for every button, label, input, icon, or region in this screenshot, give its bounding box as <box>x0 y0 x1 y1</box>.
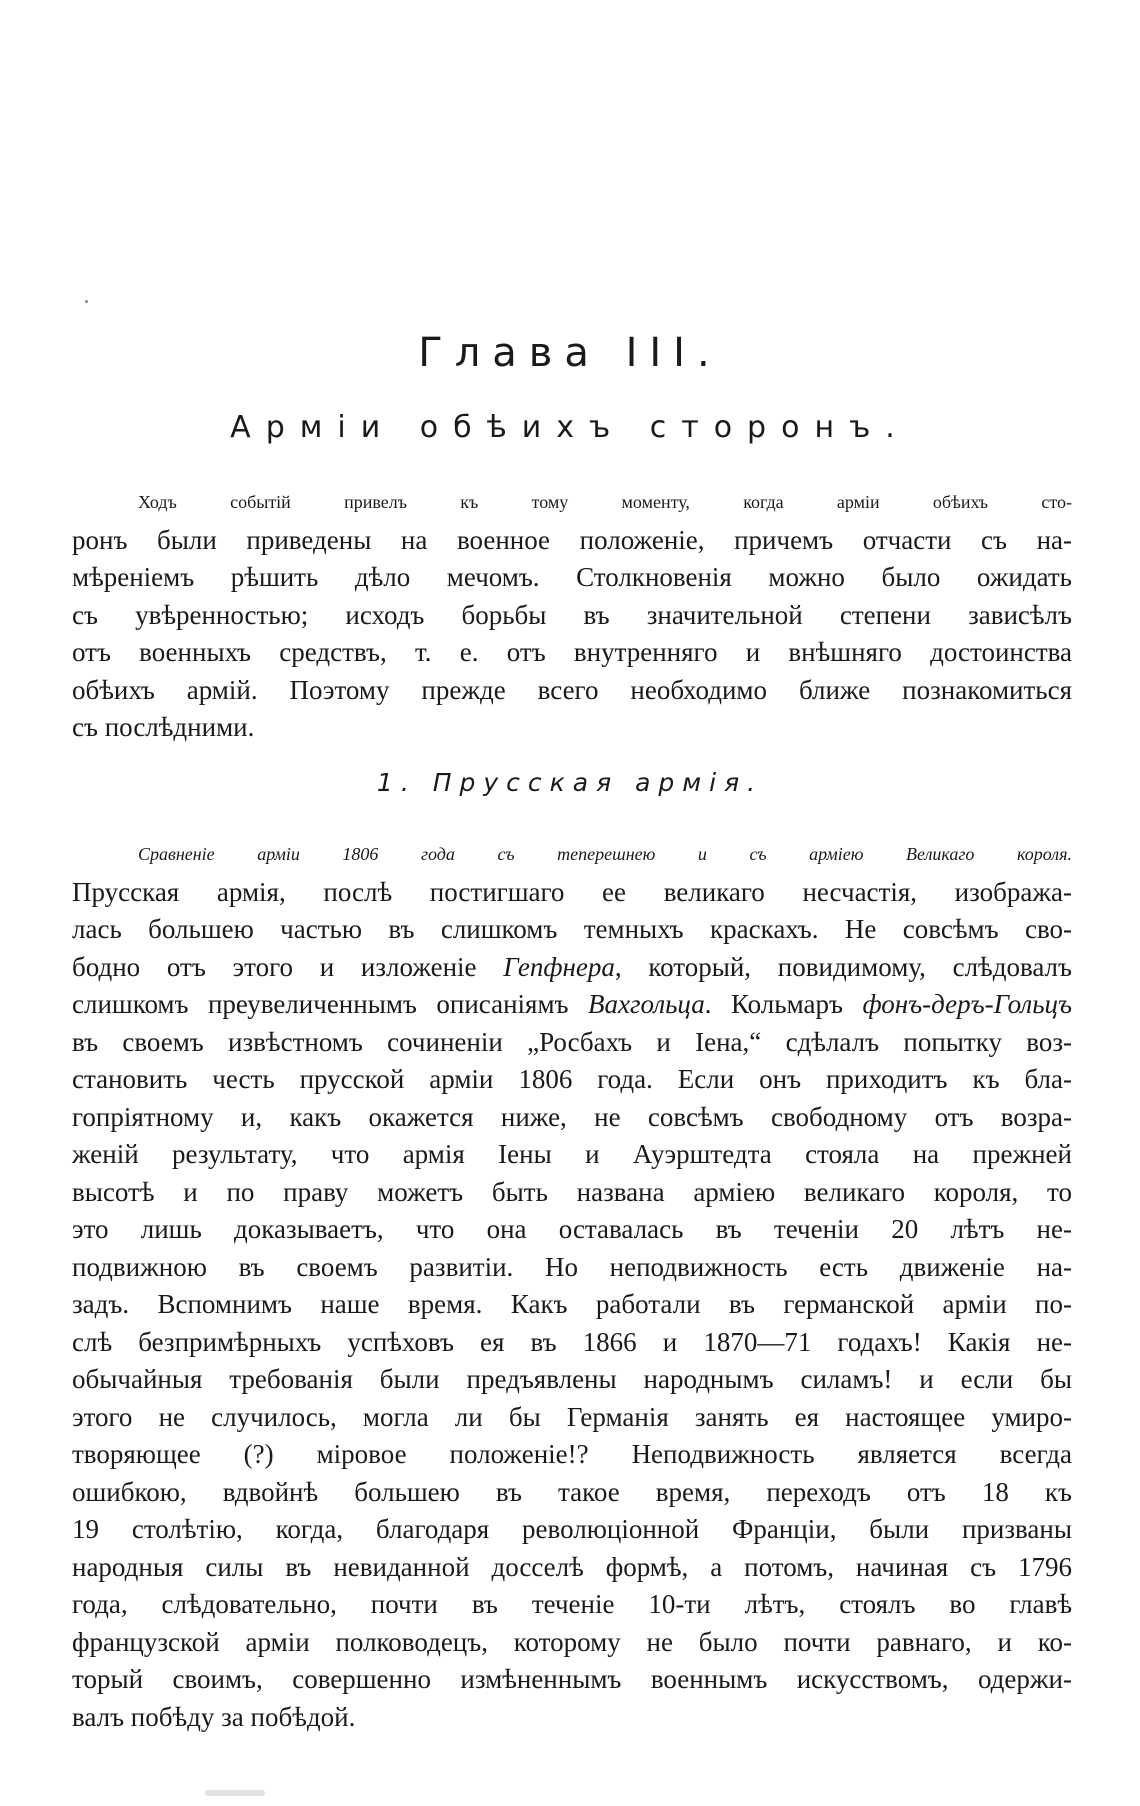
text-line: отъ военныхъ средствъ, т. е. отъ внутренняго и внѣшняго достоинства <box>72 637 1072 667</box>
text-line <box>72 1136 1072 1174</box>
section-heading: 1. Прусская армія. <box>376 768 764 797</box>
text-line <box>72 1286 1072 1324</box>
text-run: это лишь доказываетъ, что она оставалась въ теченіи 20 лѣтъ не- <box>72 1214 1072 1244</box>
text-run: , который, повидимому, слѣдовалъ <box>614 951 1072 982</box>
text-line <box>72 1436 1072 1474</box>
text-line <box>72 1061 1072 1099</box>
text-line <box>72 1024 1072 1062</box>
text-run: 19 столѣтію, когда, благодаря революціонной Франціи, были призваны <box>72 1514 1072 1544</box>
text-run: слѣ безпримѣрныхъ успѣховъ ея въ 1866 и 1870—71 годахъ! Какія не- <box>72 1326 1072 1357</box>
text-run: въ своемъ извѣстномъ сочиненіи „Росбахъ и Іена,“ сдѣлалъ попытку воз- <box>72 1026 1072 1057</box>
text-line <box>72 1474 1072 1512</box>
text-run: обычайныя требованія были предъявлены народнымъ силамъ! и если бы <box>72 1364 1072 1394</box>
text-run: высотѣ и по праву можетъ быть названа арміею великаго короля, то <box>72 1176 1072 1207</box>
text-run: этого не случилось, могла ли бы Германія занять ея настоящее умиро- <box>72 1401 1072 1432</box>
text-line <box>72 1249 1072 1287</box>
chapter-title: Глава III. <box>418 330 722 376</box>
text-run: бодно отъ этого и изложеніе <box>72 951 504 982</box>
text-line <box>72 986 1072 1024</box>
text-run: женій результату, что армія Іены и Ауэрштедта стояла на прежней <box>72 1139 1072 1169</box>
intro-paragraph <box>72 484 1072 747</box>
text-line: мѣреніемъ рѣшить дѣло мечомъ. Столкновенія можно было ожидать <box>72 562 1072 592</box>
text-line <box>72 1174 1072 1212</box>
text-run: . Кольмаръ <box>704 989 863 1019</box>
chapter-subtitle: Арміи обѣихъ сторонъ. <box>230 410 910 445</box>
text-line <box>72 1549 1072 1587</box>
text-line: съ увѣренностью; исходъ борьбы въ значительной степени зависѣлъ <box>72 599 1072 630</box>
text-line <box>72 1699 1072 1737</box>
text-line <box>72 949 1072 987</box>
text-run: задъ. Вспомнимъ наше время. Какъ работали въ германской арміи по- <box>72 1289 1072 1319</box>
text-line <box>72 1511 1072 1549</box>
text-run: года, слѣдовательно, почти въ теченіе 10-ти лѣтъ, стоялъ во главѣ <box>72 1589 1072 1619</box>
text-run: становить честь прусской арміи 1806 года. Если онъ приходитъ къ бла- <box>72 1064 1072 1094</box>
text-line <box>72 911 1072 949</box>
text-run: торый своимъ, совершенно измѣненнымъ военнымъ искусствомъ, одержи- <box>72 1664 1072 1694</box>
text-line <box>72 1399 1072 1437</box>
text-line <box>72 1324 1072 1362</box>
text-line <box>72 1624 1072 1662</box>
text-line <box>72 1361 1072 1399</box>
text-run: французской арміи полководецъ, которому не было почти равнаго, и ко- <box>72 1626 1072 1657</box>
text-line <box>72 1661 1072 1699</box>
italic-name: Гепфнера <box>503 951 615 982</box>
text-line <box>72 1211 1072 1249</box>
text-line: обѣихъ армій. Поэтому прежде всего необходимо ближе познакомиться <box>72 674 1072 705</box>
text-run: подвижною въ своемъ развитіи. Но неподвижность есть движеніе на- <box>72 1251 1072 1282</box>
text-run: валъ побѣду за побѣдой. <box>72 1701 356 1732</box>
text-line: Ходъ событій привелъ къ тому моменту, когда арміи обѣихъ сто- <box>138 492 1072 512</box>
text-run: лась большею частью въ слишкомъ темныхъ краскахъ. Не совсѣмъ сво- <box>72 914 1072 944</box>
text-line <box>72 874 1072 912</box>
section-subheading: Сравненіе арміи 1806 года съ теперешнею и съ арміею Великаго короля. <box>138 844 1072 864</box>
print-speck <box>85 300 88 303</box>
print-smudge <box>205 1790 265 1796</box>
italic-name: фонъ-деръ-Гольцъ <box>862 989 1072 1019</box>
text-run: гопріятному и, какъ окажется ниже, не совсѣмъ свободному отъ возра- <box>72 1101 1072 1132</box>
section-paragraph <box>72 836 1072 1736</box>
italic-name: Вахгольца <box>588 989 705 1019</box>
text-run: творяющее (?) міровое положеніе!? Неподвижность является всегда <box>72 1439 1072 1469</box>
text-line: съ послѣдними. <box>72 712 255 742</box>
text-run: слишкомъ преувеличеннымъ описаніямъ <box>72 989 588 1019</box>
text-run: ошибкою, вдвойнѣ большею въ такое время, переходъ отъ 18 къ <box>72 1476 1072 1507</box>
text-line <box>72 1586 1072 1624</box>
text-run: народныя силы въ невиданной досселѣ формѣ, а потомъ, начиная съ 1796 <box>72 1551 1072 1582</box>
text-line: ронъ были приведены на военное положеніе, причемъ отчасти съ на- <box>72 524 1072 555</box>
text-run: Прусская армія, послѣ постигшаго ее великаго несчастія, изобража- <box>72 876 1072 907</box>
text-line <box>72 1099 1072 1137</box>
